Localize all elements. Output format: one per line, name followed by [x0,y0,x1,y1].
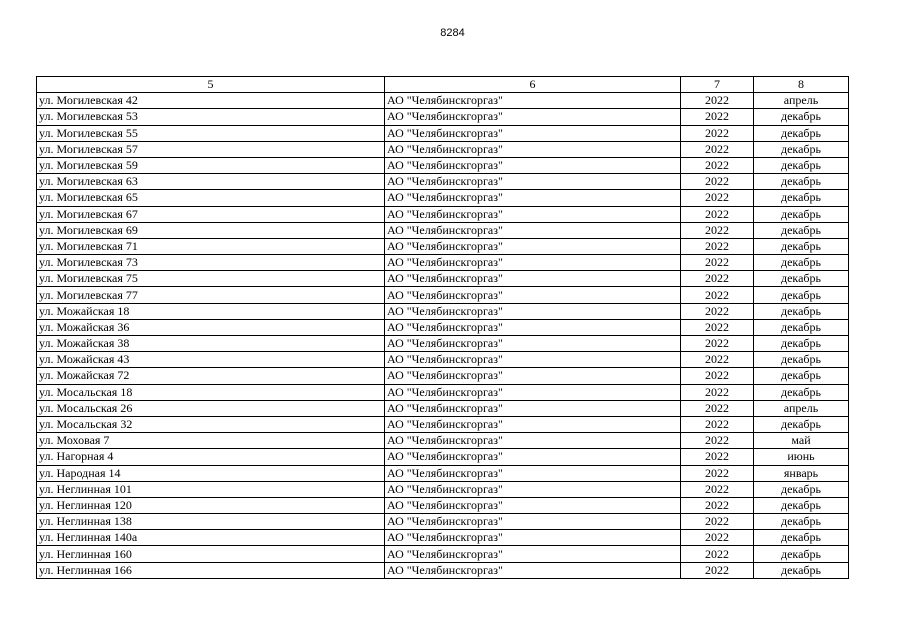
table-row [37,562,849,578]
organization-cell: АО "Челябинскгоргаз" [385,497,681,513]
table-row [37,109,849,125]
street-cell: ул. Народная 14 [37,465,385,481]
organization-cell: АО "Челябинскгоргаз" [385,174,681,190]
table-row [37,530,849,546]
month-cell: апрель [754,400,849,416]
organization-cell: АО "Челябинскгоргаз" [385,384,681,400]
year-cell: 2022 [681,287,754,303]
month-cell: декабрь [754,514,849,530]
street-cell: ул. Могилевская 67 [37,206,385,222]
month-cell: декабрь [754,368,849,384]
table-row [37,303,849,319]
street-cell: ул. Можайская 18 [37,303,385,319]
organization-cell: АО "Челябинскгоргаз" [385,238,681,254]
table-row [37,368,849,384]
year-cell: 2022 [681,271,754,287]
month-cell: апрель [754,93,849,109]
table-row [37,271,849,287]
year-cell: 2022 [681,352,754,368]
street-cell: ул. Могилевская 53 [37,109,385,125]
street-cell: ул. Моховая 7 [37,433,385,449]
street-cell: ул. Могилевская 42 [37,93,385,109]
year-cell: 2022 [681,481,754,497]
street-cell: ул. Могилевская 69 [37,222,385,238]
organization-cell: АО "Челябинскгоргаз" [385,562,681,578]
organization-cell: АО "Челябинскгоргаз" [385,530,681,546]
month-cell: декабрь [754,416,849,432]
street-cell: ул. Мосальская 26 [37,400,385,416]
table-row [37,190,849,206]
table-body [37,93,849,579]
table-row [37,416,849,432]
year-cell: 2022 [681,384,754,400]
organization-cell: АО "Челябинскгоргаз" [385,109,681,125]
month-cell: декабрь [754,255,849,271]
street-cell: ул. Можайская 38 [37,336,385,352]
month-cell: декабрь [754,271,849,287]
street-cell: ул. Можайская 36 [37,319,385,335]
year-cell: 2022 [681,255,754,271]
year-cell: 2022 [681,336,754,352]
column-header-7: 7 [681,77,754,93]
organization-cell: АО "Челябинскгоргаз" [385,255,681,271]
year-cell: 2022 [681,416,754,432]
year-cell: 2022 [681,465,754,481]
street-cell: ул. Неглинная 138 [37,514,385,530]
table-row [37,287,849,303]
street-cell: ул. Могилевская 77 [37,287,385,303]
year-cell: 2022 [681,190,754,206]
table-row [37,514,849,530]
street-cell: ул. Неглинная 101 [37,481,385,497]
month-cell: декабрь [754,109,849,125]
month-cell: декабрь [754,546,849,562]
year-cell: 2022 [681,222,754,238]
year-cell: 2022 [681,303,754,319]
data-table [36,76,849,579]
table-row [37,449,849,465]
organization-cell: АО "Челябинскгоргаз" [385,400,681,416]
street-cell: ул. Нагорная 4 [37,449,385,465]
organization-cell: АО "Челябинскгоргаз" [385,368,681,384]
month-cell: декабрь [754,530,849,546]
year-cell: 2022 [681,206,754,222]
street-cell: ул. Неглинная 120 [37,497,385,513]
year-cell: 2022 [681,449,754,465]
organization-cell: АО "Челябинскгоргаз" [385,206,681,222]
year-cell: 2022 [681,368,754,384]
month-cell: декабрь [754,562,849,578]
month-cell: июнь [754,449,849,465]
organization-cell: АО "Челябинскгоргаз" [385,514,681,530]
street-cell: ул. Могилевская 63 [37,174,385,190]
year-cell: 2022 [681,514,754,530]
organization-cell: АО "Челябинскгоргаз" [385,449,681,465]
table-row [37,238,849,254]
table-row [37,93,849,109]
month-cell: декабрь [754,206,849,222]
year-cell: 2022 [681,497,754,513]
month-cell: декабрь [754,238,849,254]
month-cell: декабрь [754,319,849,335]
organization-cell: АО "Челябинскгоргаз" [385,319,681,335]
street-cell: ул. Могилевская 59 [37,157,385,173]
street-cell: ул. Могилевская 75 [37,271,385,287]
street-cell: ул. Могилевская 57 [37,141,385,157]
month-cell: декабрь [754,481,849,497]
street-cell: ул. Могилевская 73 [37,255,385,271]
table-row [37,465,849,481]
month-cell: декабрь [754,352,849,368]
street-cell: ул. Неглинная 166 [37,562,385,578]
table-row [37,336,849,352]
year-cell: 2022 [681,562,754,578]
table-row [37,546,849,562]
column-header-6: 6 [385,77,681,93]
table-row [37,497,849,513]
year-cell: 2022 [681,141,754,157]
month-cell: декабрь [754,384,849,400]
year-cell: 2022 [681,530,754,546]
street-cell: ул. Неглинная 160 [37,546,385,562]
table-row [37,157,849,173]
organization-cell: АО "Челябинскгоргаз" [385,481,681,497]
month-cell: декабрь [754,287,849,303]
year-cell: 2022 [681,319,754,335]
month-cell: декабрь [754,190,849,206]
organization-cell: АО "Челябинскгоргаз" [385,93,681,109]
organization-cell: АО "Челябинскгоргаз" [385,271,681,287]
year-cell: 2022 [681,433,754,449]
column-header-5: 5 [37,77,385,93]
table-row [37,400,849,416]
organization-cell: АО "Челябинскгоргаз" [385,465,681,481]
month-cell: декабрь [754,336,849,352]
year-cell: 2022 [681,238,754,254]
month-cell: декабрь [754,303,849,319]
page-number: 8284 [440,27,465,39]
year-cell: 2022 [681,400,754,416]
month-cell: декабрь [754,141,849,157]
month-cell: декабрь [754,157,849,173]
year-cell: 2022 [681,93,754,109]
table-row [37,433,849,449]
organization-cell: АО "Челябинскгоргаз" [385,125,681,141]
street-cell: ул. Можайская 72 [37,368,385,384]
street-cell: ул. Могилевская 65 [37,190,385,206]
organization-cell: АО "Челябинскгоргаз" [385,336,681,352]
year-cell: 2022 [681,174,754,190]
organization-cell: АО "Челябинскгоргаз" [385,352,681,368]
table-row [37,255,849,271]
year-cell: 2022 [681,125,754,141]
organization-cell: АО "Челябинскгоргаз" [385,222,681,238]
month-cell: декабрь [754,222,849,238]
organization-cell: АО "Челябинскгоргаз" [385,416,681,432]
month-cell: декабрь [754,125,849,141]
table-row [37,222,849,238]
month-cell: май [754,433,849,449]
table-row [37,384,849,400]
year-cell: 2022 [681,109,754,125]
street-cell: ул. Мосальская 18 [37,384,385,400]
table-row [37,125,849,141]
column-header-8: 8 [754,77,849,93]
organization-cell: АО "Челябинскгоргаз" [385,190,681,206]
organization-cell: АО "Челябинскгоргаз" [385,433,681,449]
table-row [37,141,849,157]
header-row [37,77,849,93]
organization-cell: АО "Челябинскгоргаз" [385,157,681,173]
street-cell: ул. Мосальская 32 [37,416,385,432]
year-cell: 2022 [681,157,754,173]
table-row [37,481,849,497]
organization-cell: АО "Челябинскгоргаз" [385,141,681,157]
table-row [37,206,849,222]
street-cell: ул. Могилевская 71 [37,238,385,254]
year-cell: 2022 [681,546,754,562]
table-row [37,319,849,335]
month-cell: декабрь [754,174,849,190]
street-cell: ул. Неглинная 140а [37,530,385,546]
month-cell: январь [754,465,849,481]
table-header [37,77,849,93]
street-cell: ул. Можайская 43 [37,352,385,368]
organization-cell: АО "Челябинскгоргаз" [385,546,681,562]
table-row [37,352,849,368]
month-cell: декабрь [754,497,849,513]
organization-cell: АО "Челябинскгоргаз" [385,287,681,303]
street-cell: ул. Могилевская 55 [37,125,385,141]
organization-cell: АО "Челябинскгоргаз" [385,303,681,319]
table-row [37,174,849,190]
